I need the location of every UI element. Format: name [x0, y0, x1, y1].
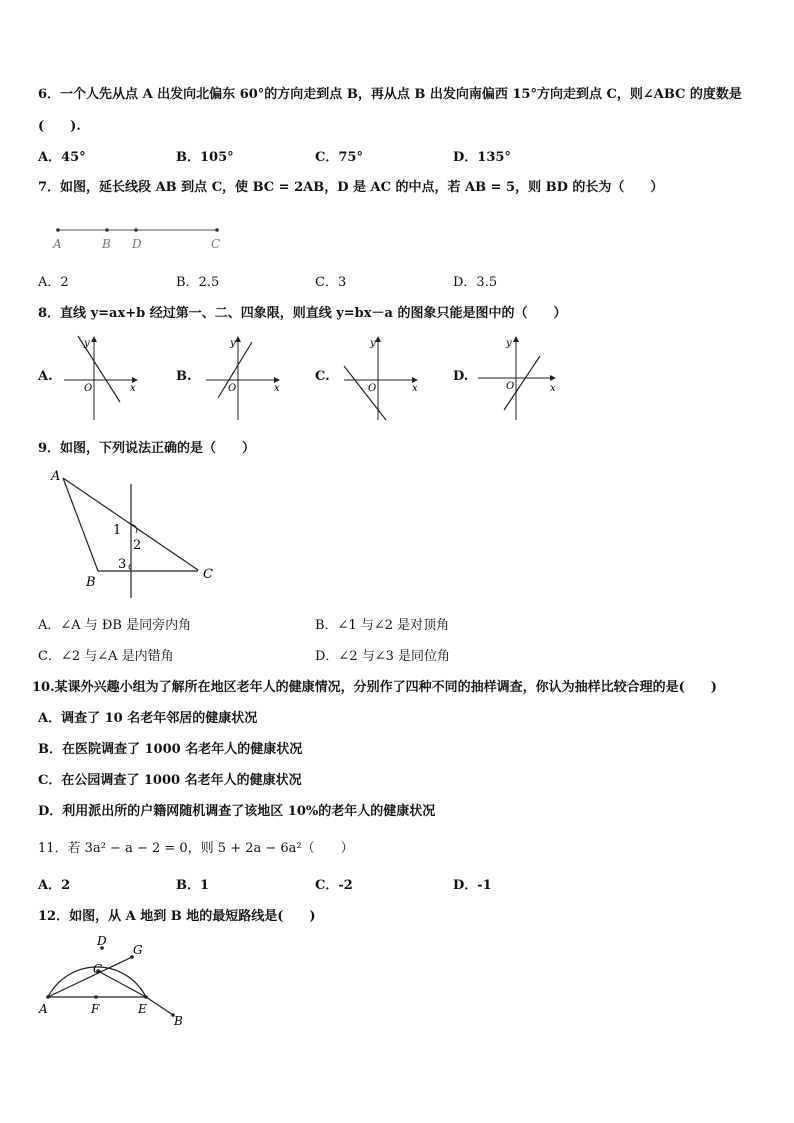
- q8a-x-label: x: [130, 383, 136, 394]
- q8-option-a-label: A.: [38, 369, 53, 384]
- q7-label-a: A: [53, 237, 62, 251]
- q7-option-c: C．3: [315, 275, 347, 290]
- q9-triangle-figure: [48, 466, 238, 606]
- q8-option-b-label: B.: [176, 369, 192, 384]
- q7-option-b: B．2.5: [176, 275, 220, 290]
- q12-label-g: G: [133, 943, 143, 957]
- q6-option-d: D．135°: [453, 150, 511, 165]
- q10-option-c: C．在公园调查了 1000 名老年人的健康状况: [38, 773, 302, 788]
- q8c-y-label: y: [370, 338, 376, 349]
- q7-stem: 7．如图，延长线段 AB 到点 C，使 BC = 2AB，D 是 AC 的中点，若 AB = 5，则 BD 的长为（ ）: [38, 180, 664, 195]
- q9-label-c: C: [203, 567, 213, 582]
- q6-option-a: A．45°: [38, 150, 86, 165]
- q12-label-c: C: [93, 962, 103, 976]
- q6-option-c: C．75°: [315, 150, 363, 165]
- q9-stem: 9．如图，下列说法正确的是（ ）: [38, 441, 256, 456]
- q10-option-d: D．利用派出所的户籍网随机调查了该地区 10%的老年人的健康状况: [38, 804, 436, 819]
- q7-segment-figure: [50, 220, 250, 260]
- q8d-x-label: x: [550, 383, 556, 394]
- q10-stem: 10.某课外兴趣小组为了解所在地区老年人的健康情况，分别作了四种不同的抽样调查，你认为抽样比较合理的是( ): [32, 680, 717, 695]
- q7-label-d: D: [132, 237, 142, 251]
- q7-option-a: A．2: [38, 275, 69, 290]
- q8a-y-label: y: [84, 338, 90, 349]
- q8d-origin-label: O: [506, 381, 515, 392]
- q9-angle-2: 2: [133, 538, 142, 553]
- q12-stem: 12．如图，从 A 地到 B 地的最短路线是( ): [38, 909, 316, 924]
- q6-paren: ( ).: [38, 119, 81, 134]
- q8d-y-label: y: [506, 338, 512, 349]
- q9-option-a: A．∠A 与 ÐB 是同旁内角: [38, 618, 192, 633]
- q12-route-figure: [36, 934, 196, 1028]
- q10-option-a: A．调查了 10 名老年邻居的健康状况: [38, 711, 258, 726]
- q8-option-d-label: D.: [453, 369, 469, 384]
- q9-option-d: D．∠2 与∠3 是同位角: [315, 649, 451, 664]
- q11-option-b: B．1: [176, 878, 210, 893]
- q9-option-c: C．∠2 与∠A 是内错角: [38, 649, 174, 664]
- q12-label-f: F: [91, 1002, 100, 1016]
- q9-option-b: B．∠1 与∠2 是对顶角: [315, 618, 450, 633]
- q12-label-b: B: [174, 1014, 183, 1028]
- q9-angle-1: 1: [113, 523, 122, 538]
- q9-label-b: B: [86, 575, 96, 590]
- q8b-x-label: x: [274, 383, 280, 394]
- q7-label-c: C: [211, 237, 221, 251]
- q11-option-a: A．2: [38, 878, 71, 893]
- q10-option-b: B．在医院调查了 1000 名老年人的健康状况: [38, 742, 303, 757]
- q7-label-b: B: [102, 237, 111, 251]
- q8c-origin-label: O: [368, 383, 377, 394]
- q12-label-e: E: [138, 1002, 147, 1016]
- q8b-origin-label: O: [228, 383, 237, 394]
- q8c-x-label: x: [412, 383, 418, 394]
- q6-option-b: B．105°: [176, 150, 234, 165]
- q8-option-c-label: C.: [315, 369, 330, 384]
- q9-angle-3: 3: [118, 557, 127, 572]
- q12-label-d: D: [97, 934, 107, 948]
- q8-graph-b: [202, 336, 282, 426]
- q8-graph-c: [340, 336, 420, 426]
- q6-stem: 6．一个人先从点 A 出发向北偏东 60°的方向走到点 B，再从点 B 出发向南偏西 15°方向走到点 C，则∠ABC 的度数是: [38, 87, 742, 102]
- q7-option-d: D．3.5: [453, 275, 498, 290]
- q11-option-c: C．-2: [315, 878, 353, 893]
- q11-option-d: D．-1: [453, 878, 492, 893]
- q8-graph-d: [476, 336, 566, 426]
- q9-label-a: A: [51, 469, 61, 484]
- q8a-origin-label: O: [84, 383, 93, 394]
- q8-stem: 8．直线 y=ax+b 经过第一、二、四象限，则直线 y=bx－a 的图象只能是图中的（ ）: [38, 306, 567, 321]
- q8-graph-a: [58, 336, 138, 426]
- q12-label-a: A: [39, 1002, 48, 1016]
- q11-stem: 11．若 3a² − a − 2 = 0，则 5 + 2a − 6a²（ ）: [38, 841, 354, 856]
- q8b-y-label: y: [230, 338, 236, 349]
